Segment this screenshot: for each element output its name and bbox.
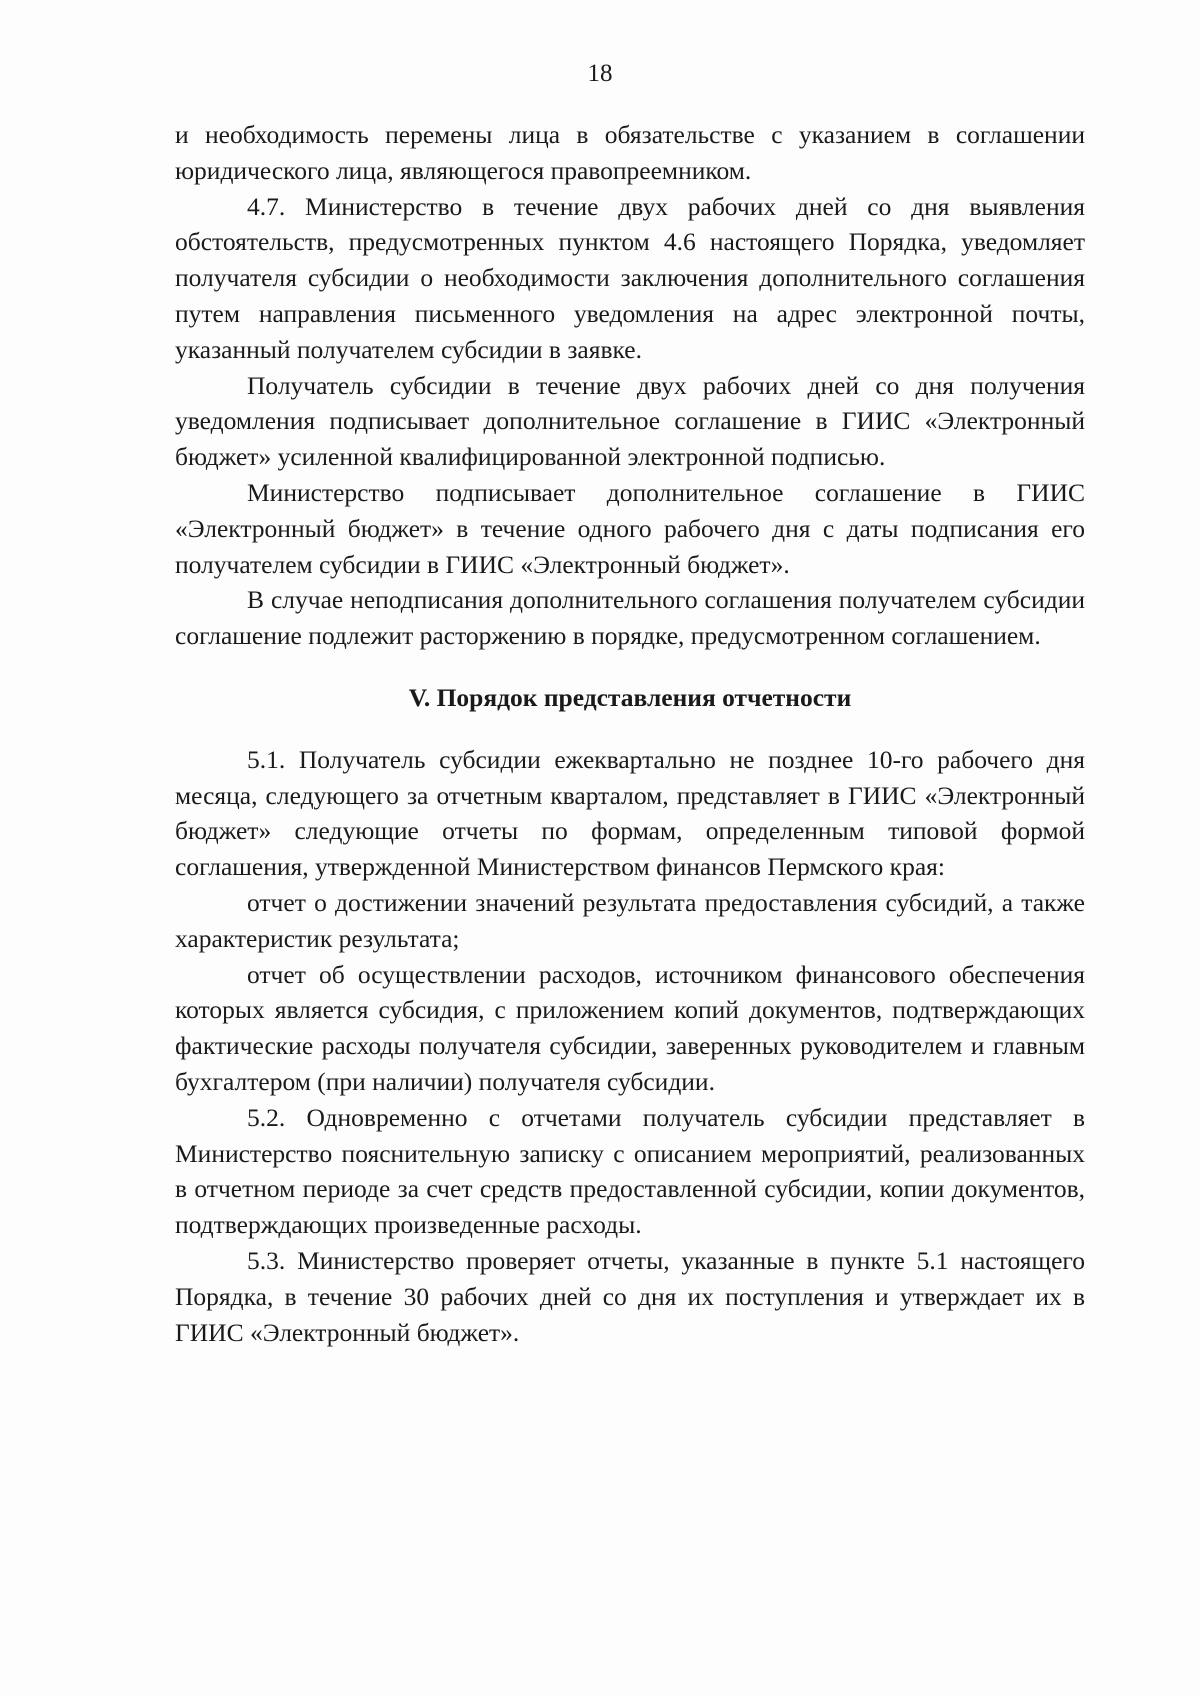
- page-number: 18: [587, 60, 613, 87]
- paragraph-5-1: 5.1. Получатель субсидии ежеквартально не позднее 10-го рабочего дня месяца, следующего за отчетным кварталом, представляет в ГИИС «Электронный бюджет» следующие отчеты по формам, определенным типовой формой соглашения, утвержденной Министерством финансов Пермского края:: [175, 744, 1085, 882]
- document-body: [175, 117, 1085, 1350]
- list-item: отчет о достижении значений результата предоставления субсидий, а также характеристик результата;: [175, 887, 1085, 953]
- list-item: отчет об осуществлении расходов, источником финансового обеспечения которых является субсидия, с приложением копий документов, подтверждающих фактические расходы получателя субсидии, заверенных руководителем и главным бухгалтером (при наличии) получателя субсидии.: [175, 959, 1085, 1096]
- paragraph-5-2: 5.2. Одновременно с отчетами получатель субсидии представляет в Министерство пояснительную записку с описанием мероприятий, реализованных в отчетном периоде за счет средств предоставленной субсидии, копии документов, подтверждающих произведенные расходы.: [175, 1102, 1085, 1240]
- section-title: V. Порядок представления отчетности: [408, 682, 852, 712]
- paragraph: Получатель субсидии в течение двух рабочих дней со дня получения уведомления подписывает дополнительное соглашение в ГИИС «Электронный бюджет» усиленной квалифицированной электронной подписью.: [175, 370, 1085, 472]
- paragraph-4-7: 4.7. Министерство в течение двух рабочих дней со дня выявления обстоятельств, предусмотренных пунктом 4.6 настоящего Порядка, уведомляет получателя субсидии о необходимости заключения дополнительного соглашения путем направления письменного уведомления на адрес электронной почты, указанный получателем субсидии в заявке.: [175, 191, 1085, 364]
- paragraph-5-3: 5.3. Министерство проверяет отчеты, указанные в пункте 5.1 настоящего Порядка, в течение 30 рабочих дней со дня их поступления и утверждает их в ГИИС «Электронный бюджет».: [175, 1245, 1085, 1347]
- paragraph: Министерство подписывает дополнительное соглашение в ГИИС «Электронный бюджет» в течение одного рабочего дня с даты подписания его получателем субсидии в ГИИС «Электронный бюджет».: [175, 477, 1085, 579]
- paragraph: и необходимость перемены лица в обязательстве с указанием в соглашении юридического лица, являющегося правопреемником.: [175, 120, 1085, 185]
- paragraph: В случае неподписания дополнительного соглашения получателем субсидии соглашение подлежит расторжению в порядке, предусмотренном соглашением.: [175, 585, 1085, 651]
